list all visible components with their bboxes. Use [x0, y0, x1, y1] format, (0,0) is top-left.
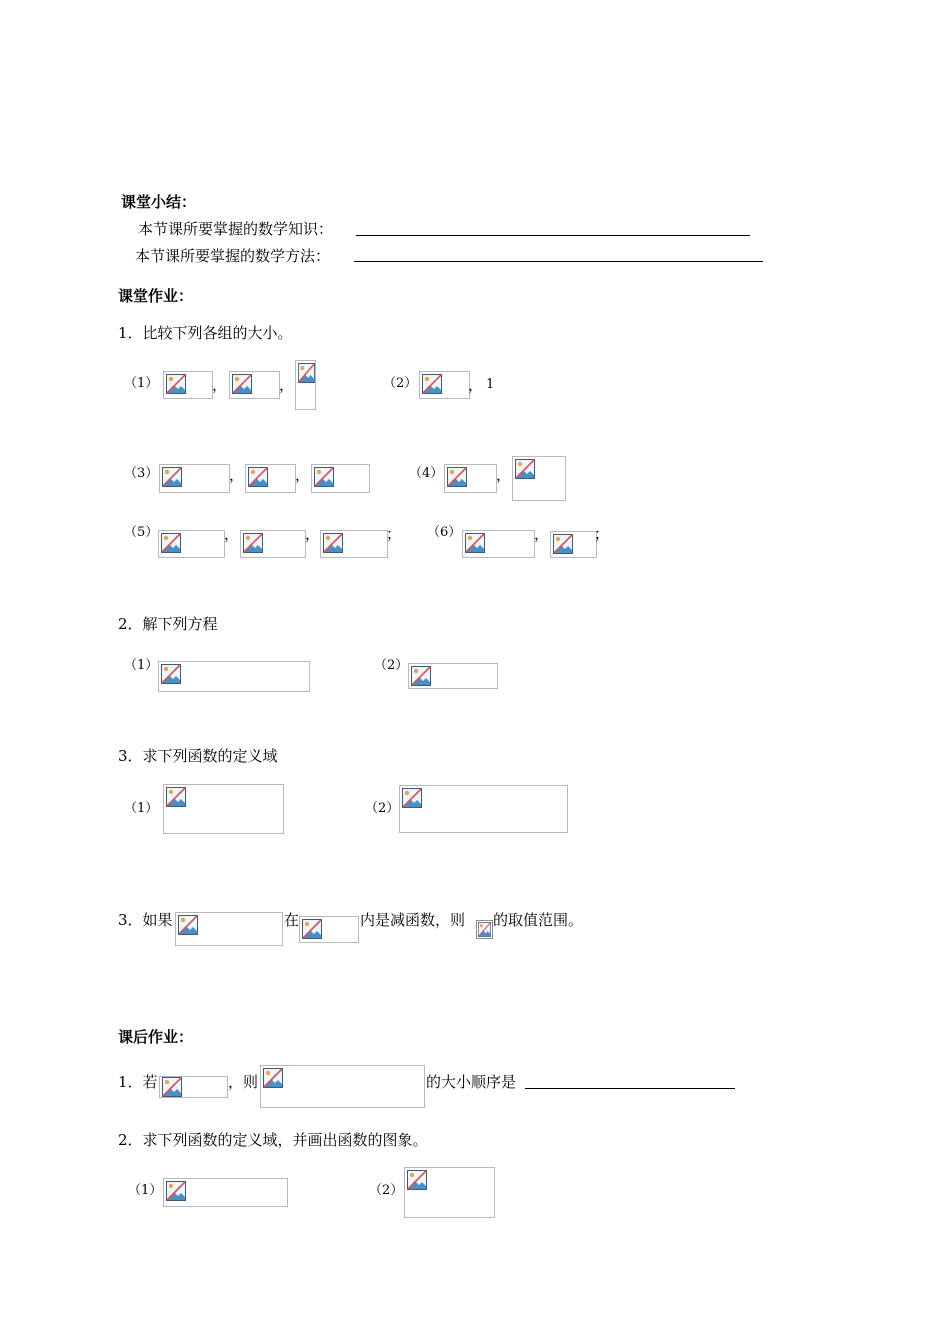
- comma: ，: [279, 376, 295, 394]
- formula-image: [512, 456, 566, 501]
- formula-image: [299, 916, 359, 943]
- cw-q3-part1-label: （1）: [124, 801, 159, 816]
- summary-knowledge-label: 本节课所要掌握的数学知识：: [138, 220, 334, 238]
- cw-q4-mid2: 内是减函数，则: [360, 911, 466, 929]
- cw-q4-mid1: 在: [284, 911, 300, 929]
- broken-image-icon: [248, 467, 268, 487]
- comma: ，: [534, 525, 550, 543]
- cw-q1-part1-label: （1）: [124, 376, 159, 391]
- cw-q1-part3-label: （3）: [124, 466, 159, 481]
- broken-image-icon: [422, 374, 442, 394]
- hw-q1-prefix: 1．若: [118, 1073, 158, 1091]
- formula-image: [175, 912, 283, 946]
- broken-image-icon: [161, 664, 181, 684]
- formula-image: [311, 464, 370, 493]
- cw-q1-part4-label: （4）: [409, 466, 444, 481]
- formula-image: [462, 530, 535, 558]
- broken-image-icon: [232, 374, 252, 394]
- formula-image: [229, 371, 280, 399]
- formula-image: [444, 464, 497, 493]
- broken-image-icon: [166, 1181, 186, 1201]
- hw-q2-part1-label: （1）: [128, 1183, 163, 1198]
- broken-image-icon: [447, 467, 467, 487]
- hw-q1-mid: ，则: [228, 1073, 259, 1091]
- formula-image: [320, 530, 388, 558]
- broken-image-icon: [402, 788, 422, 808]
- summary-heading: 课堂小结：: [121, 193, 197, 211]
- broken-image-icon: [243, 533, 263, 553]
- broken-image-icon: [553, 534, 573, 554]
- comma: ，: [224, 525, 240, 543]
- cw-q2-part2-label: （2）: [374, 658, 409, 673]
- homework-heading: 课后作业：: [118, 1028, 194, 1046]
- broken-image-icon: [478, 922, 491, 937]
- hw-q2-part2-label: （2）: [369, 1183, 404, 1198]
- summary-method-blank: [354, 261, 763, 262]
- formula-image: [158, 530, 225, 558]
- cw-q4-prefix: 3．如果: [118, 911, 173, 929]
- formula-image: [163, 1178, 288, 1207]
- formula-image: [419, 371, 470, 399]
- cw-q1-part2-label: （2）: [383, 376, 418, 391]
- broken-image-icon: [166, 787, 186, 807]
- semicolon: ；: [594, 525, 610, 543]
- formula-image: [295, 360, 316, 410]
- broken-image-icon: [515, 459, 535, 479]
- formula-image: [158, 661, 310, 692]
- formula-image: [404, 1167, 495, 1218]
- number-one: 1: [486, 377, 495, 392]
- hw-q1-tail: 的大小顺序是: [426, 1073, 517, 1091]
- cw-q1-title: 1．比较下列各组的大小。: [118, 324, 293, 342]
- formula-image: [260, 1065, 425, 1108]
- comma: ，: [295, 466, 311, 484]
- comma: ，: [468, 376, 484, 394]
- formula-image: [550, 531, 597, 558]
- broken-image-icon: [178, 915, 198, 935]
- comma: ，: [212, 376, 228, 394]
- cw-q2-title: 2．解下列方程: [118, 615, 218, 633]
- formula-image: [240, 530, 306, 558]
- classwork-heading: 课堂作业：: [118, 287, 194, 305]
- broken-image-icon: [302, 919, 322, 939]
- cw-q2-part1-label: （1）: [124, 658, 159, 673]
- broken-image-icon: [161, 533, 181, 553]
- broken-image-icon: [162, 467, 182, 487]
- comma: ，: [496, 466, 512, 484]
- cw-q1-part6-label: （6）: [427, 525, 462, 540]
- formula-image: [245, 464, 296, 493]
- hw-q2-title: 2．求下列函数的定义域，并画出函数的图象。: [118, 1131, 428, 1149]
- cw-q3-part2-label: （2）: [365, 801, 400, 816]
- broken-image-icon: [411, 666, 431, 686]
- formula-image: [476, 920, 493, 939]
- broken-image-icon: [263, 1068, 283, 1088]
- formula-image: [159, 464, 230, 493]
- formula-image: [163, 784, 284, 834]
- summary-method-label: 本节课所要掌握的数学方法：: [135, 247, 331, 265]
- broken-image-icon: [298, 363, 315, 383]
- formula-image: [163, 371, 213, 399]
- formula-image: [408, 663, 498, 689]
- broken-image-icon: [162, 1077, 182, 1097]
- broken-image-icon: [166, 374, 186, 394]
- cw-q3-title: 3．求下列函数的定义域: [118, 747, 278, 765]
- cw-q4-tail: 的取值范围。: [493, 911, 584, 929]
- summary-knowledge-blank: [356, 235, 750, 236]
- comma: ，: [305, 525, 321, 543]
- broken-image-icon: [314, 467, 334, 487]
- broken-image-icon: [465, 533, 485, 553]
- hw-q1-answer-blank: [525, 1088, 735, 1089]
- formula-image: [399, 785, 568, 833]
- cw-q1-part5-label: （5）: [124, 525, 159, 540]
- comma: ，: [229, 466, 245, 484]
- broken-image-icon: [407, 1170, 427, 1190]
- broken-image-icon: [323, 533, 343, 553]
- formula-image: [159, 1076, 228, 1098]
- semicolon: ；: [386, 525, 402, 543]
